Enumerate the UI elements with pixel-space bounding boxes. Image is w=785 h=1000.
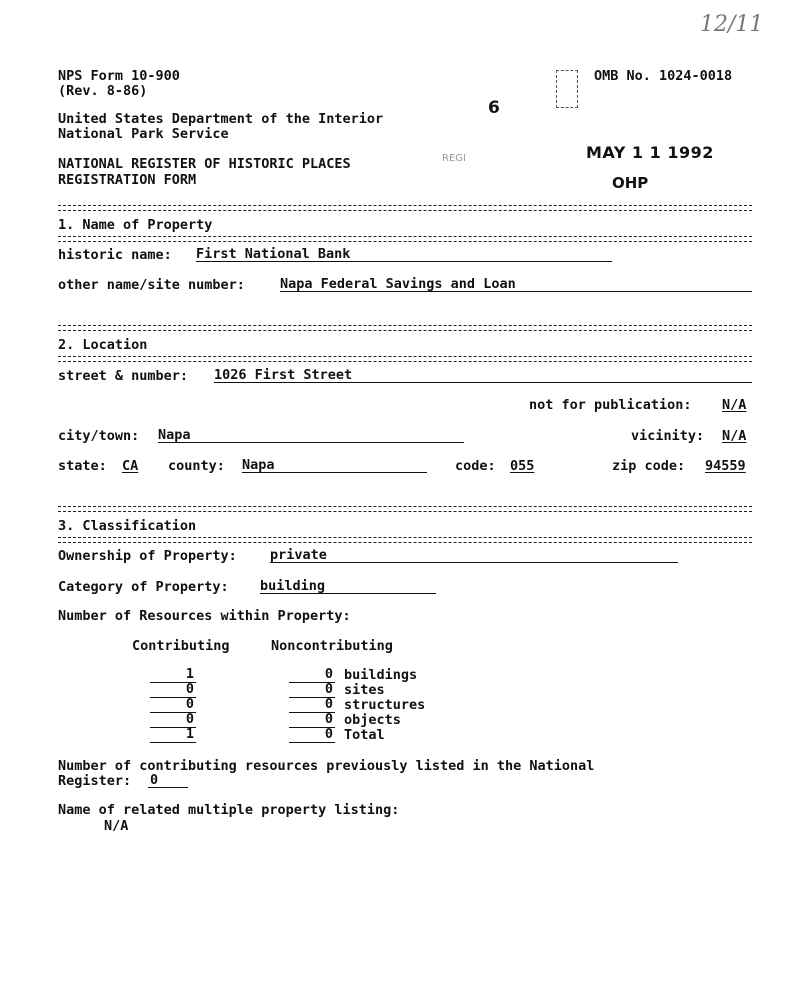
zip-value: 94559	[705, 458, 746, 474]
form-revision: (Rev. 8-86)	[58, 83, 148, 99]
resource-type-label: structures	[344, 697, 426, 713]
handwritten-number: 6	[488, 98, 500, 118]
noncontributing-count: 0	[324, 666, 333, 682]
section1-heading: 1. Name of Property	[58, 217, 213, 233]
previously-listed-text: Number of contributing resources previously listed in the National	[58, 758, 595, 774]
historic-name-line	[196, 261, 612, 262]
code-value: 055	[510, 458, 535, 474]
form-title-line2: REGISTRATION FORM	[58, 172, 197, 188]
contributing-column-header: Contributing	[132, 638, 230, 654]
ownership-line	[270, 562, 678, 563]
other-name-label: other name/site number:	[58, 277, 245, 293]
form-title-line1: NATIONAL REGISTER OF HISTORIC PLACES	[58, 156, 351, 172]
resource-type-label: sites	[344, 682, 385, 698]
previously-listed-line	[148, 787, 188, 788]
resource-type-label: Total	[344, 727, 385, 743]
contributing-count: 1	[185, 666, 194, 682]
city-line	[158, 442, 464, 443]
not-for-publication-label: not for publication:	[529, 397, 692, 413]
related-listing-value: N/A	[104, 818, 129, 834]
form-number: NPS Form 10-900	[58, 68, 180, 84]
section-divider	[58, 205, 752, 211]
service-name: National Park Service	[58, 126, 229, 142]
vicinity-label: vicinity:	[631, 428, 705, 444]
historic-name-value: First National Bank	[196, 246, 351, 262]
city-value: Napa	[158, 427, 191, 443]
resources-label: Number of Resources within Property:	[58, 608, 351, 624]
noncontributing-count: 0	[324, 696, 333, 712]
related-listing-label: Name of related multiple property listing:	[58, 802, 400, 818]
ownership-label: Ownership of Property:	[58, 548, 237, 564]
category-value: building	[260, 578, 326, 594]
section2-heading: 2. Location	[58, 337, 148, 353]
resource-type-label: buildings	[344, 667, 418, 683]
contributing-count: 0	[185, 681, 194, 697]
category-label: Category of Property:	[58, 579, 229, 595]
contributing-count: 0	[185, 696, 194, 712]
code-label: code:	[455, 458, 496, 474]
city-label: city/town:	[58, 428, 140, 444]
section3-heading: 3. Classification	[58, 518, 197, 534]
previously-listed-value: 0	[150, 772, 159, 788]
corner-handwritten-mark: 12/11	[700, 12, 764, 37]
state-value: CA	[122, 458, 139, 474]
street-label: street & number:	[58, 368, 189, 384]
noncontributing-count: 0	[324, 681, 333, 697]
section-divider	[58, 356, 752, 362]
office-stamp: OHP	[612, 174, 649, 192]
section-divider	[58, 537, 752, 543]
omb-number: OMB No. 1024-0018	[594, 68, 733, 84]
department-name: United States Department of the Interior	[58, 111, 384, 127]
ownership-value: private	[270, 547, 327, 563]
state-label: state:	[58, 458, 107, 474]
received-stamp-box	[556, 70, 578, 108]
other-name-line	[280, 291, 752, 292]
section-divider	[58, 236, 752, 242]
not-for-publication-value: N/A	[722, 397, 747, 413]
street-value: 1026 First Street	[214, 367, 353, 383]
section-divider	[58, 325, 752, 331]
noncontributing-column-header: Noncontributing	[271, 638, 393, 654]
vicinity-value: N/A	[722, 428, 747, 444]
county-value: Napa	[242, 457, 275, 473]
zip-label: zip code:	[612, 458, 686, 474]
noncontributing-count: 0	[324, 711, 333, 727]
street-line	[214, 382, 752, 383]
category-line	[260, 593, 436, 594]
county-label: county:	[168, 458, 225, 474]
historic-name-label: historic name:	[58, 247, 172, 263]
resource-type-label: objects	[344, 712, 401, 728]
county-line	[242, 472, 427, 473]
contributing-count: 1	[185, 726, 194, 742]
contributing-count: 0	[185, 711, 194, 727]
faint-received-stamp: REGI	[442, 153, 466, 164]
previously-listed-label: Register:	[58, 773, 132, 789]
noncontributing-count: 0	[324, 726, 333, 742]
date-stamp: MAY 1 1 1992	[586, 143, 714, 162]
other-name-value: Napa Federal Savings and Loan	[280, 276, 516, 292]
section-divider	[58, 506, 752, 512]
